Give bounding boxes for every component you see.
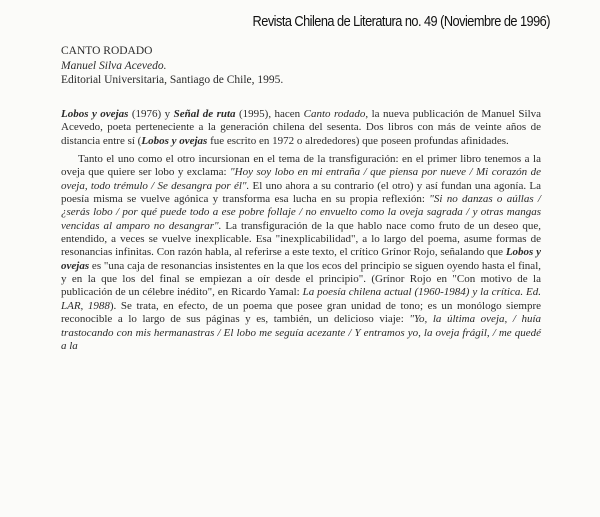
- quote: "Yo, la última oveja, / huía trastocando con mis hermanastras / El lobo me seguía acezante / Y entramos yo, la oveja frágil, / me quedé a la: [61, 313, 541, 352]
- quote: "Hoy soy lobo en mi entraña / que piensa por nueve / Mi corazón de oveja, todo trémulo / Se desangra por él".: [61, 166, 541, 192]
- book-ref: Lobos y ovejas: [61, 108, 129, 120]
- book-ref: Canto rodado: [303, 108, 366, 120]
- book-ref: Lobos y ovejas: [141, 134, 208, 147]
- paragraph-1: Lobos y ovejas (1976) y Señal de ruta (1995), hacen Canto rodado, la nueva publicación de Manuel Silva Acevedo, poeta perteneciente a la generación chilena del sesenta. Dos libros con más de veinte años de distancia entre sí (Lobos y ovejas fue escrito en 1972 o alrededores) que poseen profundas afinidades.: [61, 108, 542, 147]
- book-author: Manuel Silva Acevedo.: [61, 59, 167, 72]
- citation: La poesía chilena actual (1960-1984) y la crítica. Ed. LAR, 1988: [61, 286, 541, 312]
- quote: "Si no danzas o aúllas / ¿serás lobo / por qué puede todo a ese pobre follaje / no envuelto como la oveja sagrada / y otras mangas vencidas al amparo no desangrar".: [61, 193, 541, 232]
- book-ref: Señal de ruta: [173, 108, 236, 120]
- journal-header: Revista Chilena de Literatura no. 49 (Noviembre de 1996): [252, 14, 550, 30]
- book-publisher: Editorial Universitaria, Santiago de Chile, 1995.: [61, 74, 284, 86]
- book-ref: Lobos y ovejas: [61, 246, 541, 272]
- review-heading: [61, 44, 283, 88]
- book-title: CANTO RODADO: [61, 45, 153, 57]
- review-body: [61, 108, 541, 353]
- paragraph-2: Tanto el uno como el otro incursionan en el tema de la transfiguración: en el primer libro tenemos a la oveja que quiere ser lobo y exclama: "Hoy soy lobo en mi entraña / que piensa por nueve / Mi corazón de oveja, todo trémulo / Se desangra por él". El uno ahora a su contrario (el otro) y así fundan una agonía. La poesía misma se vuelve agónica y transforma esa lucha en su propia reflexión: "Si no danzas o aúllas / ¿serás lobo / por qué puede todo a ese pobre follaje / no envuelto como la oveja sagrada / y otras mangas vencidas al amparo no desangrar". La transfiguración de la que hablo nace como fruto de un deseo que, entendido, a veces se vuelve inexplicable. Esa "inexplicabilidad", a lo largo del poema, asume formas de resonancias infinitas. Con razón habla, al referirse a este texto, el crítico Grínor Rojo, señalando que Lobos y ovejas es "una caja de resonancias insistentes en la que los ecos del principio se siguen oyendo hasta el final, y en la que los del final se empiezan a oír desde el principio". (Grínor Rojo en "Con motivo de la publicación de un célebre inédito", en Ricardo Yamal: La poesía chilena actual (1960-1984) y la crítica. Ed. LAR, 1988). Se trata, en efecto, de un poema que posee gran unidad de tono; es un monólogo siempre reconocible a lo largo de sus páginas y es, también, un delicioso viaje: "Yo, la última oveja, / huía trastocando con mis hermanastras / El lobo me seguía acezante / Y entramos yo, la oveja frágil, / me quedé a la: [61, 153, 542, 352]
